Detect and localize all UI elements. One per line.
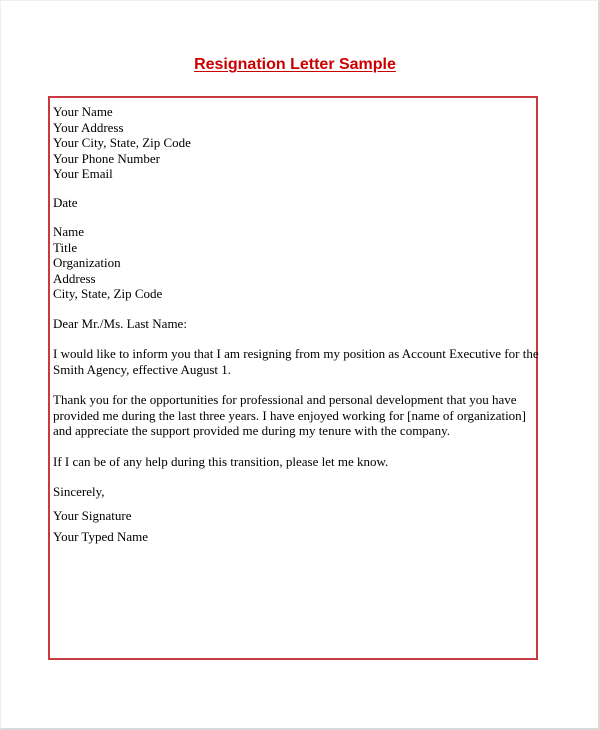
- body-paragraph-1-line-2: Smith Agency, effective August 1.: [53, 361, 232, 377]
- body-paragraph-1-line-1: I would like to inform you that I am resigning from my position as Account Executive for the: [53, 346, 539, 361]
- spacer: [53, 182, 533, 195]
- sender-phone: Your Phone Number: [53, 150, 161, 166]
- body-paragraph-2-line-3: and appreciate the support provided me during my tenure with the company.: [53, 423, 450, 438]
- closing: Sincerely,: [53, 484, 105, 499]
- spacer: [53, 331, 533, 346]
- spacer: [53, 302, 533, 316]
- recipient-title: Title: [53, 239, 78, 255]
- body-paragraph-3-line-1: If I can be of any help during this transition, please let me know.: [53, 453, 389, 469]
- recipient-city-state-zip: City, State, Zip Code: [53, 286, 163, 301]
- salutation: Dear Mr./Ms. Last Name:: [53, 315, 187, 331]
- signature-line: Your Signature: [53, 507, 132, 523]
- sender-name: Your Name: [53, 104, 113, 119]
- spacer: [53, 377, 533, 392]
- letter-body: [53, 104, 539, 545]
- body-paragraph-2-line-2: provided me during the last three years. I have enjoyed working for [name of organization]: [53, 407, 527, 423]
- letter-date: Date: [53, 194, 78, 210]
- recipient-address: Address: [53, 270, 96, 286]
- sender-address: Your Address: [53, 119, 124, 135]
- recipient-name: Name: [53, 224, 85, 239]
- recipient-organization: Organization: [53, 255, 121, 270]
- spacer: [53, 469, 533, 484]
- sender-city-state-zip: Your City, State, Zip Code: [53, 135, 191, 150]
- spacer: [53, 210, 533, 224]
- spacer: [53, 439, 533, 454]
- sender-email: Your Email: [53, 166, 113, 181]
- page-title: Resignation Letter Sample: [194, 56, 396, 73]
- body-paragraph-2-line-1: Thank you for the opportunities for professional and personal development that you have: [53, 392, 517, 407]
- typed-name: Your Typed Name: [53, 529, 149, 544]
- spacer: [53, 500, 533, 508]
